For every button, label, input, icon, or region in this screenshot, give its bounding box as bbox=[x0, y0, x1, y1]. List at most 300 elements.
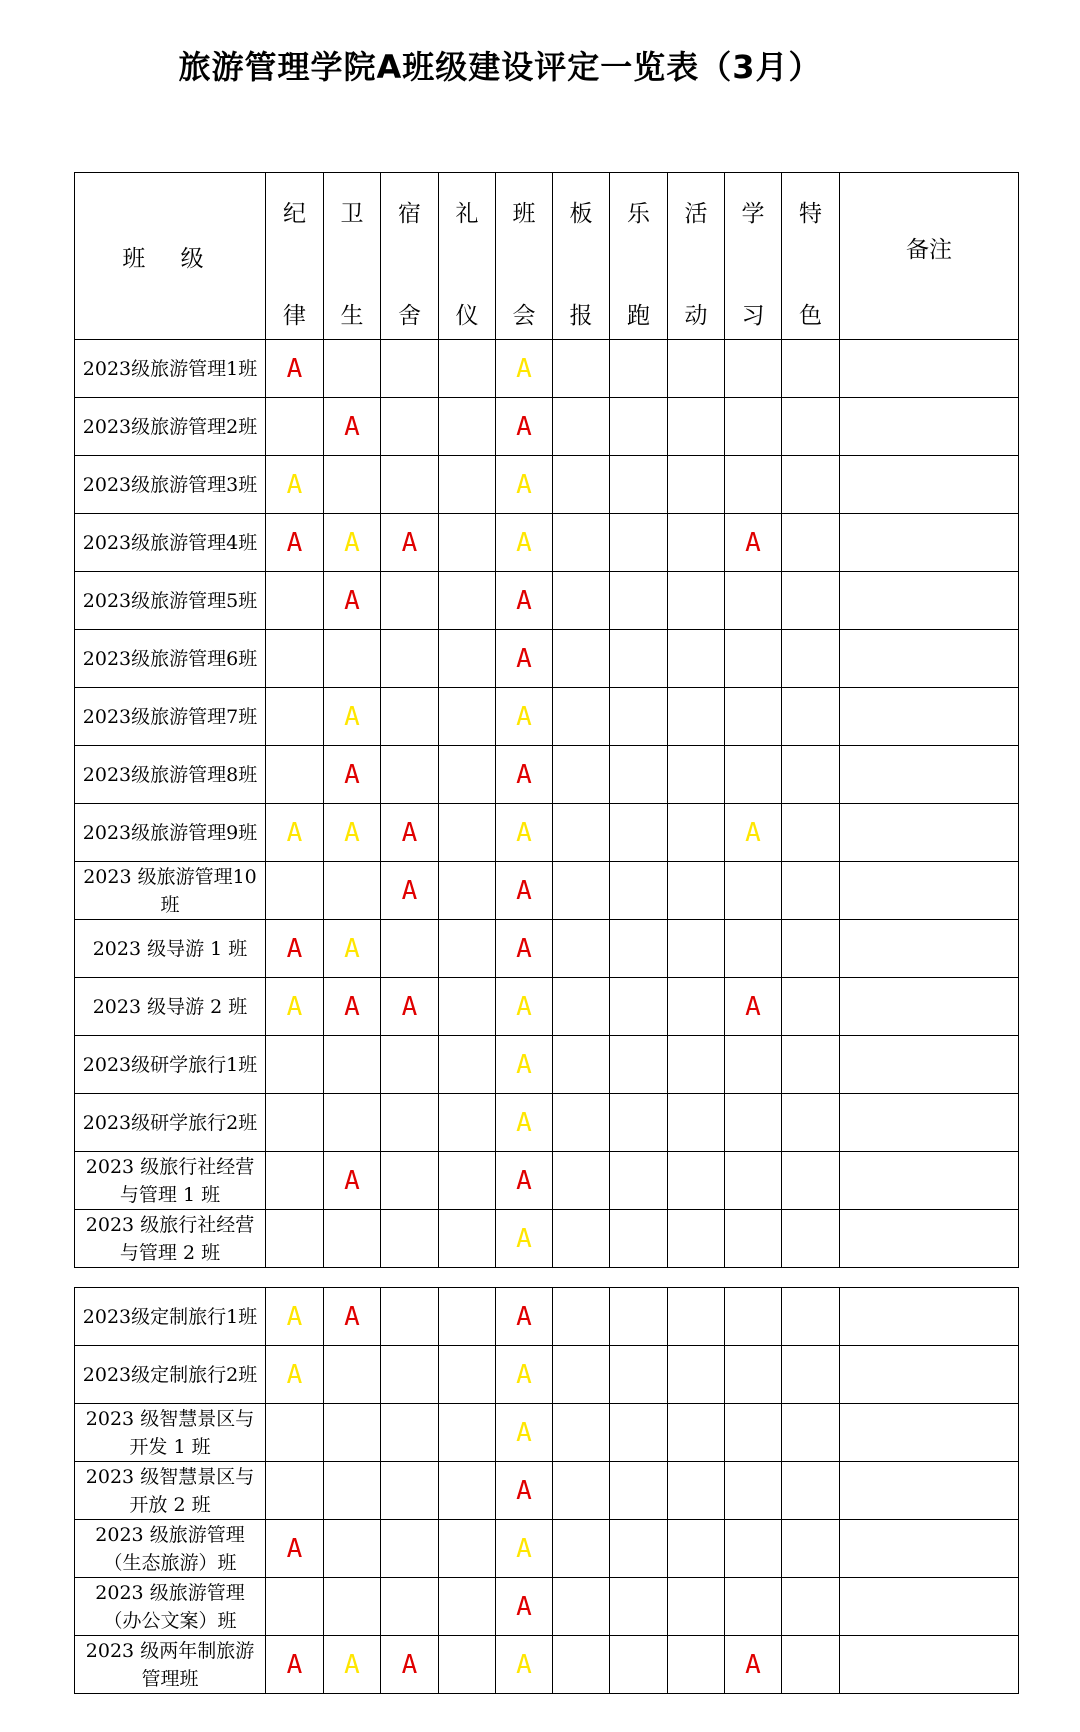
rating-cell bbox=[610, 456, 668, 514]
category-header-char-top: 板 bbox=[569, 201, 593, 227]
rating-mark-yellow: A bbox=[344, 701, 360, 732]
category-header-char-top: 乐 bbox=[627, 201, 650, 227]
rating-cell bbox=[553, 978, 610, 1036]
table-row bbox=[75, 746, 1019, 804]
rating-cell bbox=[324, 688, 381, 746]
rating-cell bbox=[496, 1578, 553, 1636]
rating-cell bbox=[439, 862, 496, 920]
table-row bbox=[75, 1036, 1019, 1094]
rating-mark-red: A bbox=[745, 991, 761, 1022]
class-name-cell: 2023 级旅行社经营与管理 2 班 bbox=[75, 1210, 266, 1268]
rating-cell bbox=[439, 456, 496, 514]
rating-cell bbox=[381, 862, 439, 920]
rating-cell bbox=[266, 398, 324, 456]
rating-cell bbox=[324, 1346, 381, 1404]
rating-cell bbox=[324, 630, 381, 688]
rating-cell bbox=[668, 804, 725, 862]
rating-cell bbox=[668, 340, 725, 398]
rating-cell bbox=[381, 456, 439, 514]
table-row bbox=[75, 920, 1019, 978]
table-row bbox=[75, 1346, 1019, 1404]
category-header-char-top: 学 bbox=[741, 201, 765, 227]
rating-mark-red: A bbox=[344, 411, 360, 442]
rating-cell bbox=[782, 1036, 840, 1094]
rating-cell bbox=[381, 1636, 439, 1694]
category-header-char-bottom: 生 bbox=[340, 303, 364, 329]
rating-mark-yellow: A bbox=[516, 1049, 532, 1080]
remark-cell bbox=[840, 1346, 1019, 1404]
rating-cell bbox=[324, 1094, 381, 1152]
category-header-char-bottom: 舍 bbox=[398, 303, 421, 329]
rating-cell bbox=[610, 340, 668, 398]
remark-cell bbox=[840, 1578, 1019, 1636]
rating-cell bbox=[381, 1462, 439, 1520]
class-name-cell: 2023级定制旅行2班 bbox=[75, 1346, 266, 1404]
rating-cell bbox=[266, 1288, 324, 1346]
rating-cell bbox=[553, 340, 610, 398]
rating-cell bbox=[553, 1636, 610, 1694]
rating-cell bbox=[668, 1462, 725, 1520]
rating-cell bbox=[324, 1404, 381, 1462]
rating-cell bbox=[668, 862, 725, 920]
remark-cell bbox=[840, 1636, 1019, 1694]
rating-cell bbox=[553, 804, 610, 862]
rating-mark-yellow: A bbox=[516, 817, 532, 848]
remark-cell bbox=[840, 398, 1019, 456]
rating-cell bbox=[610, 1036, 668, 1094]
rating-cell bbox=[725, 1210, 782, 1268]
rating-cell bbox=[725, 1462, 782, 1520]
rating-cell bbox=[381, 920, 439, 978]
rating-cell bbox=[553, 1346, 610, 1404]
category-header-char-top: 特 bbox=[799, 201, 822, 227]
rating-cell bbox=[782, 746, 840, 804]
rating-mark-red: A bbox=[286, 527, 303, 558]
rating-mark-red: A bbox=[516, 933, 532, 964]
rating-cell bbox=[725, 1094, 782, 1152]
remark-cell bbox=[840, 1404, 1019, 1462]
rating-cell bbox=[610, 978, 668, 1036]
class-name-cell: 2023 级两年制旅游管理班 bbox=[75, 1636, 266, 1694]
rating-cell bbox=[439, 1462, 496, 1520]
remark-cell bbox=[840, 1036, 1019, 1094]
class-name-cell: 2023 级旅游管理（办公文案）班 bbox=[75, 1578, 266, 1636]
rating-cell bbox=[439, 1346, 496, 1404]
rating-cell bbox=[266, 456, 324, 514]
rating-cell bbox=[266, 630, 324, 688]
rating-cell bbox=[610, 1152, 668, 1210]
table-row bbox=[75, 1288, 1019, 1346]
rating-cell bbox=[324, 1520, 381, 1578]
rating-cell bbox=[266, 746, 324, 804]
rating-cell bbox=[782, 456, 840, 514]
rating-cell bbox=[782, 1094, 840, 1152]
category-header bbox=[496, 173, 553, 340]
rating-cell bbox=[668, 1578, 725, 1636]
class-name-cell: 2023级旅游管理4班 bbox=[75, 514, 266, 572]
class-name-cell: 2023级旅游管理9班 bbox=[75, 804, 266, 862]
rating-cell bbox=[324, 1288, 381, 1346]
rating-mark-red: A bbox=[401, 991, 418, 1022]
rating-cell bbox=[439, 1210, 496, 1268]
remark-cell bbox=[840, 1210, 1019, 1268]
rating-cell bbox=[725, 630, 782, 688]
rating-cell bbox=[324, 572, 381, 630]
rating-mark-red: A bbox=[401, 817, 418, 848]
rating-cell bbox=[266, 340, 324, 398]
rating-cell bbox=[324, 1210, 381, 1268]
rating-cell bbox=[496, 1520, 553, 1578]
category-header bbox=[553, 173, 610, 340]
rating-cell bbox=[725, 746, 782, 804]
class-name-cell: 2023级旅游管理6班 bbox=[75, 630, 266, 688]
table-row bbox=[75, 514, 1019, 572]
class-name-cell: 2023级定制旅行1班 bbox=[75, 1288, 266, 1346]
rating-cell bbox=[381, 1036, 439, 1094]
rating-cell bbox=[725, 1036, 782, 1094]
rating-cell bbox=[610, 1578, 668, 1636]
rating-cell bbox=[668, 1288, 725, 1346]
rating-cell bbox=[324, 746, 381, 804]
rating-cell bbox=[496, 1036, 553, 1094]
rating-cell bbox=[324, 514, 381, 572]
rating-cell bbox=[782, 1288, 840, 1346]
rating-mark-red: A bbox=[344, 1301, 360, 1332]
rating-cell bbox=[610, 862, 668, 920]
rating-cell bbox=[782, 978, 840, 1036]
table-row bbox=[75, 1520, 1019, 1578]
rating-cell bbox=[553, 514, 610, 572]
rating-mark-yellow: A bbox=[344, 933, 360, 964]
rating-cell bbox=[553, 1210, 610, 1268]
rating-cell bbox=[381, 746, 439, 804]
rating-cell bbox=[553, 746, 610, 804]
rating-mark-yellow: A bbox=[516, 1359, 532, 1390]
rating-cell bbox=[496, 1288, 553, 1346]
rating-mark-yellow: A bbox=[286, 1301, 303, 1332]
rating-cell bbox=[496, 804, 553, 862]
class-name-cell: 2023 级旅行社经营与管理 1 班 bbox=[75, 1152, 266, 1210]
table-row bbox=[75, 862, 1019, 920]
table-row bbox=[75, 978, 1019, 1036]
rating-mark-red: A bbox=[344, 991, 360, 1022]
rating-cell bbox=[439, 514, 496, 572]
rating-cell bbox=[610, 1520, 668, 1578]
rating-cell bbox=[725, 1152, 782, 1210]
rating-cell bbox=[324, 1636, 381, 1694]
rating-cell bbox=[324, 1578, 381, 1636]
rating-cell bbox=[439, 1036, 496, 1094]
rating-cell bbox=[553, 1520, 610, 1578]
evaluation-table-secondary bbox=[74, 1287, 1019, 1694]
rating-cell bbox=[668, 514, 725, 572]
rating-mark-yellow: A bbox=[344, 1649, 360, 1680]
rating-cell bbox=[610, 920, 668, 978]
category-header-char-top: 纪 bbox=[283, 201, 306, 227]
rating-cell bbox=[439, 1288, 496, 1346]
rating-cell bbox=[668, 920, 725, 978]
rating-mark-red: A bbox=[516, 875, 532, 906]
rating-mark-yellow: A bbox=[516, 1223, 532, 1254]
rating-cell bbox=[496, 1636, 553, 1694]
rating-mark-yellow: A bbox=[516, 1107, 532, 1138]
rating-mark-red: A bbox=[286, 1649, 303, 1680]
rating-cell bbox=[266, 1036, 324, 1094]
category-header bbox=[439, 173, 496, 340]
rating-cell bbox=[324, 1462, 381, 1520]
rating-mark-red: A bbox=[344, 585, 360, 616]
remark-cell bbox=[840, 572, 1019, 630]
rating-mark-yellow: A bbox=[516, 701, 532, 732]
remark-cell bbox=[840, 688, 1019, 746]
rating-cell bbox=[553, 1462, 610, 1520]
rating-cell bbox=[725, 398, 782, 456]
rating-cell bbox=[324, 804, 381, 862]
rating-cell bbox=[496, 572, 553, 630]
table-row bbox=[75, 1152, 1019, 1210]
category-header-char-top: 班 bbox=[512, 201, 536, 227]
rating-cell bbox=[610, 746, 668, 804]
class-name-cell: 2023级旅游管理5班 bbox=[75, 572, 266, 630]
rating-mark-red: A bbox=[745, 527, 761, 558]
rating-cell bbox=[725, 1346, 782, 1404]
remark-cell bbox=[840, 1462, 1019, 1520]
rating-mark-red: A bbox=[516, 1475, 532, 1506]
rating-cell bbox=[324, 978, 381, 1036]
rating-cell bbox=[439, 978, 496, 1036]
category-header-char-bottom: 律 bbox=[283, 303, 306, 329]
rating-cell bbox=[266, 1578, 324, 1636]
rating-mark-red: A bbox=[401, 1649, 418, 1680]
category-header bbox=[782, 173, 840, 340]
remark-cell bbox=[840, 1288, 1019, 1346]
rating-mark-red: A bbox=[344, 759, 360, 790]
rating-cell bbox=[668, 456, 725, 514]
remark-cell bbox=[840, 920, 1019, 978]
rating-cell bbox=[324, 340, 381, 398]
category-header-char-bottom: 动 bbox=[684, 303, 708, 329]
rating-mark-red: A bbox=[745, 1649, 761, 1680]
rating-mark-red: A bbox=[516, 1165, 532, 1196]
rating-cell bbox=[610, 1462, 668, 1520]
class-name-cell: 2023级旅游管理7班 bbox=[75, 688, 266, 746]
rating-cell bbox=[782, 572, 840, 630]
rating-cell bbox=[439, 688, 496, 746]
table-row bbox=[75, 1210, 1019, 1268]
table-row bbox=[75, 398, 1019, 456]
rating-cell bbox=[266, 1520, 324, 1578]
category-header bbox=[381, 173, 439, 340]
rating-cell bbox=[610, 1210, 668, 1268]
rating-cell bbox=[324, 1152, 381, 1210]
table-row bbox=[75, 1636, 1019, 1694]
table-row bbox=[75, 1094, 1019, 1152]
rating-cell bbox=[324, 862, 381, 920]
rating-cell bbox=[381, 1152, 439, 1210]
rating-cell bbox=[782, 514, 840, 572]
rating-cell bbox=[725, 1578, 782, 1636]
rating-cell bbox=[496, 1462, 553, 1520]
rating-cell bbox=[782, 1210, 840, 1268]
remark-column-header: 备注 bbox=[840, 173, 1019, 340]
rating-cell bbox=[725, 862, 782, 920]
rating-mark-red: A bbox=[401, 875, 418, 906]
rating-cell bbox=[266, 1210, 324, 1268]
rating-cell bbox=[381, 978, 439, 1036]
rating-mark-yellow: A bbox=[344, 817, 360, 848]
rating-cell bbox=[610, 398, 668, 456]
rating-cell bbox=[553, 1094, 610, 1152]
rating-cell bbox=[782, 688, 840, 746]
rating-cell bbox=[324, 1036, 381, 1094]
rating-cell bbox=[266, 1152, 324, 1210]
remark-cell bbox=[840, 746, 1019, 804]
rating-cell bbox=[324, 920, 381, 978]
category-header bbox=[610, 173, 668, 340]
rating-mark-yellow: A bbox=[516, 353, 532, 384]
page-title: 旅游管理学院A班级建设评定一览表（3月） bbox=[178, 48, 822, 86]
rating-mark-red: A bbox=[516, 1591, 532, 1622]
remark-cell bbox=[840, 862, 1019, 920]
rating-cell bbox=[266, 1404, 324, 1462]
rating-cell bbox=[668, 630, 725, 688]
rating-cell bbox=[610, 804, 668, 862]
rating-cell bbox=[439, 1404, 496, 1462]
rating-mark-red: A bbox=[286, 353, 303, 384]
rating-cell bbox=[496, 1094, 553, 1152]
rating-cell bbox=[782, 1404, 840, 1462]
rating-cell bbox=[668, 1152, 725, 1210]
rating-cell bbox=[668, 1036, 725, 1094]
rating-cell bbox=[782, 1346, 840, 1404]
rating-cell bbox=[610, 688, 668, 746]
table-row bbox=[75, 804, 1019, 862]
rating-cell bbox=[439, 340, 496, 398]
class-name-cell: 2023 级导游 1 班 bbox=[75, 920, 266, 978]
rating-cell bbox=[439, 1152, 496, 1210]
rating-cell bbox=[439, 804, 496, 862]
rating-cell bbox=[553, 862, 610, 920]
rating-mark-yellow: A bbox=[286, 469, 303, 500]
rating-cell bbox=[553, 456, 610, 514]
rating-cell bbox=[381, 340, 439, 398]
remark-cell bbox=[840, 514, 1019, 572]
rating-cell bbox=[266, 572, 324, 630]
rating-mark-yellow: A bbox=[344, 527, 360, 558]
rating-cell bbox=[496, 1346, 553, 1404]
rating-cell bbox=[496, 920, 553, 978]
rating-cell bbox=[381, 1094, 439, 1152]
rating-cell bbox=[381, 1520, 439, 1578]
rating-cell bbox=[266, 862, 324, 920]
rating-cell bbox=[782, 862, 840, 920]
rating-cell bbox=[610, 630, 668, 688]
rating-cell bbox=[782, 1462, 840, 1520]
rating-cell bbox=[553, 920, 610, 978]
rating-cell bbox=[496, 1404, 553, 1462]
rating-mark-red: A bbox=[286, 933, 303, 964]
rating-cell bbox=[496, 746, 553, 804]
rating-mark-red: A bbox=[286, 1533, 303, 1564]
category-header-char-bottom: 仪 bbox=[455, 303, 479, 329]
rating-mark-red: A bbox=[516, 585, 532, 616]
class-name-cell: 2023 级智慧景区与开放 2 班 bbox=[75, 1462, 266, 1520]
rating-cell bbox=[668, 1636, 725, 1694]
rating-mark-yellow: A bbox=[286, 817, 303, 848]
rating-cell bbox=[439, 920, 496, 978]
rating-cell bbox=[496, 514, 553, 572]
rating-cell bbox=[496, 1210, 553, 1268]
category-header bbox=[668, 173, 725, 340]
rating-cell bbox=[725, 1636, 782, 1694]
rating-cell bbox=[553, 688, 610, 746]
rating-cell bbox=[381, 804, 439, 862]
rating-cell bbox=[266, 804, 324, 862]
rating-cell bbox=[610, 572, 668, 630]
rating-cell bbox=[668, 688, 725, 746]
rating-cell bbox=[496, 978, 553, 1036]
rating-cell bbox=[381, 1288, 439, 1346]
rating-cell bbox=[782, 1636, 840, 1694]
rating-cell bbox=[439, 1094, 496, 1152]
rating-cell bbox=[553, 572, 610, 630]
rating-mark-yellow: A bbox=[516, 469, 532, 500]
category-header-char-bottom: 色 bbox=[799, 303, 822, 329]
table-row bbox=[75, 630, 1019, 688]
rating-cell bbox=[439, 746, 496, 804]
class-name-cell: 2023 级智慧景区与开发 1 班 bbox=[75, 1404, 266, 1462]
rating-cell bbox=[553, 1036, 610, 1094]
rating-cell bbox=[782, 340, 840, 398]
rating-cell bbox=[266, 514, 324, 572]
rating-cell bbox=[782, 804, 840, 862]
class-name-cell: 2023级旅游管理8班 bbox=[75, 746, 266, 804]
rating-cell bbox=[496, 398, 553, 456]
rating-cell bbox=[725, 1404, 782, 1462]
rating-cell bbox=[324, 456, 381, 514]
rating-cell bbox=[668, 1520, 725, 1578]
rating-cell bbox=[266, 688, 324, 746]
class-name-cell: 2023级旅游管理2班 bbox=[75, 398, 266, 456]
category-header-char-bottom: 报 bbox=[569, 303, 593, 329]
rating-cell bbox=[725, 804, 782, 862]
rating-cell bbox=[439, 1636, 496, 1694]
rating-cell bbox=[439, 630, 496, 688]
remark-cell bbox=[840, 1520, 1019, 1578]
rating-cell bbox=[668, 1404, 725, 1462]
remark-cell bbox=[840, 630, 1019, 688]
rating-cell bbox=[553, 630, 610, 688]
rating-cell bbox=[266, 920, 324, 978]
remark-cell bbox=[840, 456, 1019, 514]
rating-cell bbox=[668, 746, 725, 804]
class-name-cell: 2023级研学旅行1班 bbox=[75, 1036, 266, 1094]
rating-mark-yellow: A bbox=[516, 1533, 532, 1564]
rating-cell bbox=[610, 1346, 668, 1404]
rating-cell bbox=[439, 1578, 496, 1636]
rating-cell bbox=[381, 572, 439, 630]
header-row bbox=[75, 173, 1019, 340]
remark-cell bbox=[840, 340, 1019, 398]
rating-cell bbox=[668, 1346, 725, 1404]
rating-cell bbox=[782, 1520, 840, 1578]
rating-cell bbox=[725, 920, 782, 978]
rating-cell bbox=[725, 456, 782, 514]
rating-cell bbox=[439, 572, 496, 630]
rating-cell bbox=[266, 1462, 324, 1520]
rating-cell bbox=[266, 978, 324, 1036]
remark-cell bbox=[840, 804, 1019, 862]
